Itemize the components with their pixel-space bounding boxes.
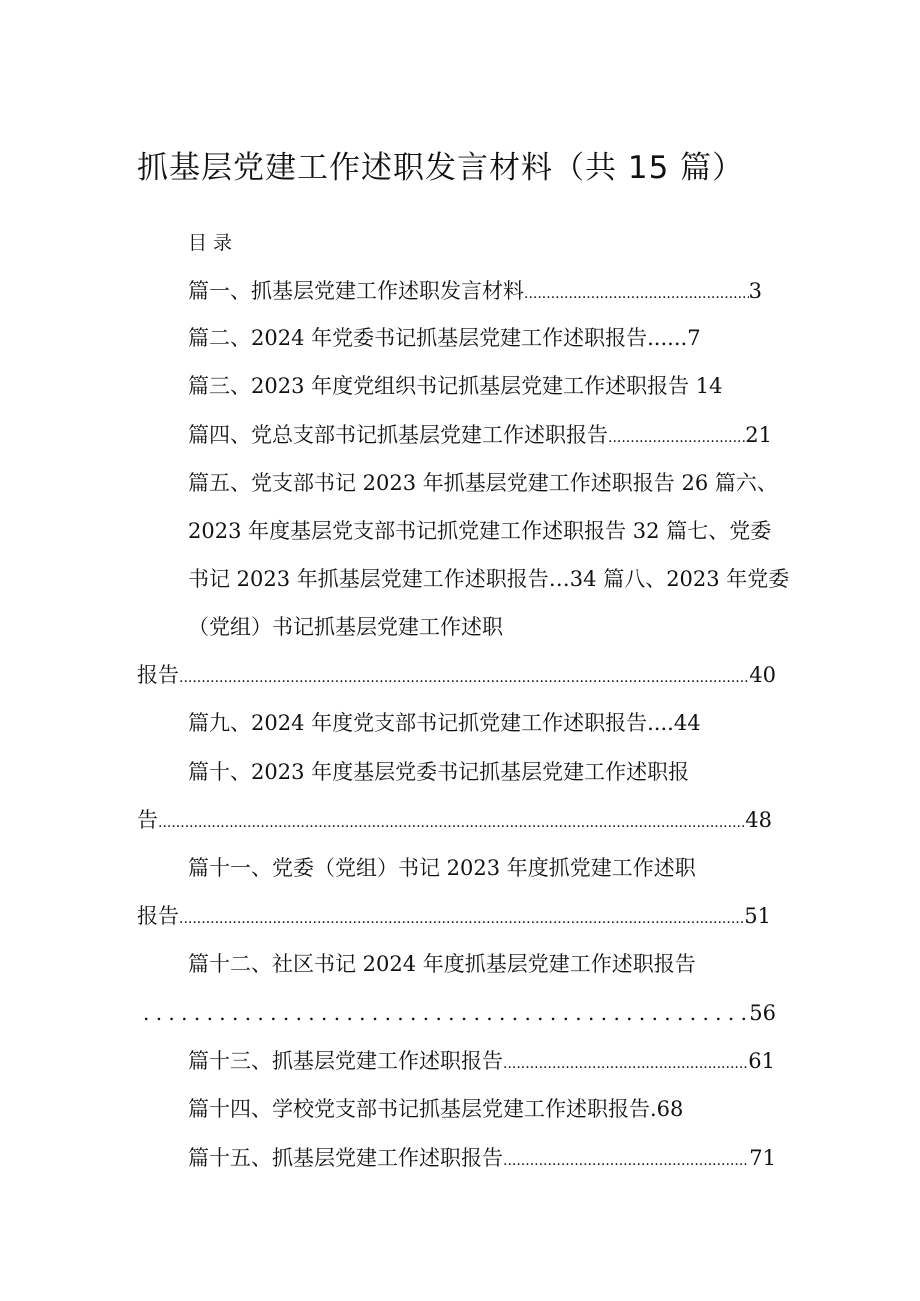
toc-entry-3[interactable]: 篇三、2023 年度党组织书记抓基层党建工作述职报告 14: [188, 374, 723, 398]
toc-dot-leader: [179, 663, 749, 693]
toc-paragraph-line-3[interactable]: 书记 2023 年抓基层党建工作述职报告…34 篇八、2023 年党委: [188, 567, 790, 591]
toc-page-number: 48: [745, 808, 772, 832]
toc-entry-1[interactable]: [188, 276, 762, 309]
toc-entry-title: 篇四、党总支部书记抓基层党建工作述职报告: [188, 423, 608, 447]
toc-dot-leader: [524, 279, 749, 309]
toc-entry-title: 篇九、2024 年度党支部书记抓党建工作述职报告: [188, 711, 648, 735]
toc-entry-title: 篇十五、抓基层党建工作述职报告: [188, 1146, 503, 1170]
toc-entry-12-continued[interactable]: [143, 998, 776, 1028]
toc-dot-leader: [503, 1146, 749, 1176]
toc-paragraph-line-2[interactable]: 2023 年度基层党支部书记抓党建工作述职报告 32 篇七、党委: [188, 519, 772, 543]
toc-entry-12[interactable]: 篇十二、社区书记 2024 年度抓基层党建工作述职报告: [188, 952, 696, 976]
toc-dot-leader: ....: [647, 711, 674, 735]
toc-page-number: 56: [749, 1001, 776, 1025]
toc-page-number: 51: [744, 904, 771, 928]
toc-entry-title: 告: [137, 808, 158, 832]
toc-page-number: 61: [748, 1049, 775, 1073]
toc-dot-leader: [503, 1049, 748, 1079]
toc-entry-11-continued[interactable]: [137, 901, 771, 934]
toc-page-number: 40: [749, 663, 776, 687]
toc-dot-leader: ......: [647, 326, 688, 350]
toc-page-number: 44: [673, 711, 701, 735]
toc-dot-leader: [179, 904, 744, 934]
toc-entry-9[interactable]: [188, 708, 701, 738]
toc-page-number: 71: [749, 1146, 776, 1170]
toc-entry-8-continued[interactable]: [137, 660, 776, 693]
toc-dot-leader: [158, 808, 745, 838]
toc-entry-10[interactable]: 篇十、2023 年度基层党委书记抓基层党建工作述职报: [188, 760, 690, 784]
toc-entry-title: 篇一、抓基层党建工作述职发言材料: [188, 279, 524, 303]
toc-entry-14[interactable]: 篇十四、学校党支部书记抓基层党建工作述职报告.68: [188, 1097, 684, 1121]
toc-paragraph-line-1[interactable]: 篇五、党支部书记 2023 年抓基层党建工作述职报告 26 篇六、: [188, 471, 778, 495]
toc-entry-4[interactable]: [188, 420, 772, 453]
toc-dot-leader: [608, 423, 745, 453]
toc-page-number: 21: [745, 423, 772, 447]
toc-entry-15[interactable]: [188, 1143, 776, 1176]
toc-entry-2[interactable]: [188, 323, 701, 353]
toc-entry-13[interactable]: [188, 1046, 775, 1079]
toc-entry-title: 篇十三、抓基层党建工作述职报告: [188, 1049, 503, 1073]
toc-dot-leader: [143, 998, 749, 1028]
toc-page-number: 3: [748, 279, 762, 303]
toc-entry-11[interactable]: 篇十一、党委（党组）书记 2023 年度抓党建工作述职: [188, 856, 696, 880]
toc-heading: 目录: [188, 232, 239, 254]
toc-entry-title: 报告: [137, 663, 179, 687]
toc-paragraph-line-4[interactable]: （党组）书记抓基层党建工作述职: [188, 615, 503, 639]
document-title: 抓基层党建工作述职发言材料（共 15 篇）: [137, 150, 745, 186]
toc-page-number: 7: [687, 326, 701, 350]
toc-entry-title: 报告: [137, 904, 179, 928]
toc-entry-10-continued[interactable]: [137, 805, 772, 838]
toc-entry-title: 篇二、2024 年党委书记抓基层党建工作述职报告: [188, 326, 648, 350]
